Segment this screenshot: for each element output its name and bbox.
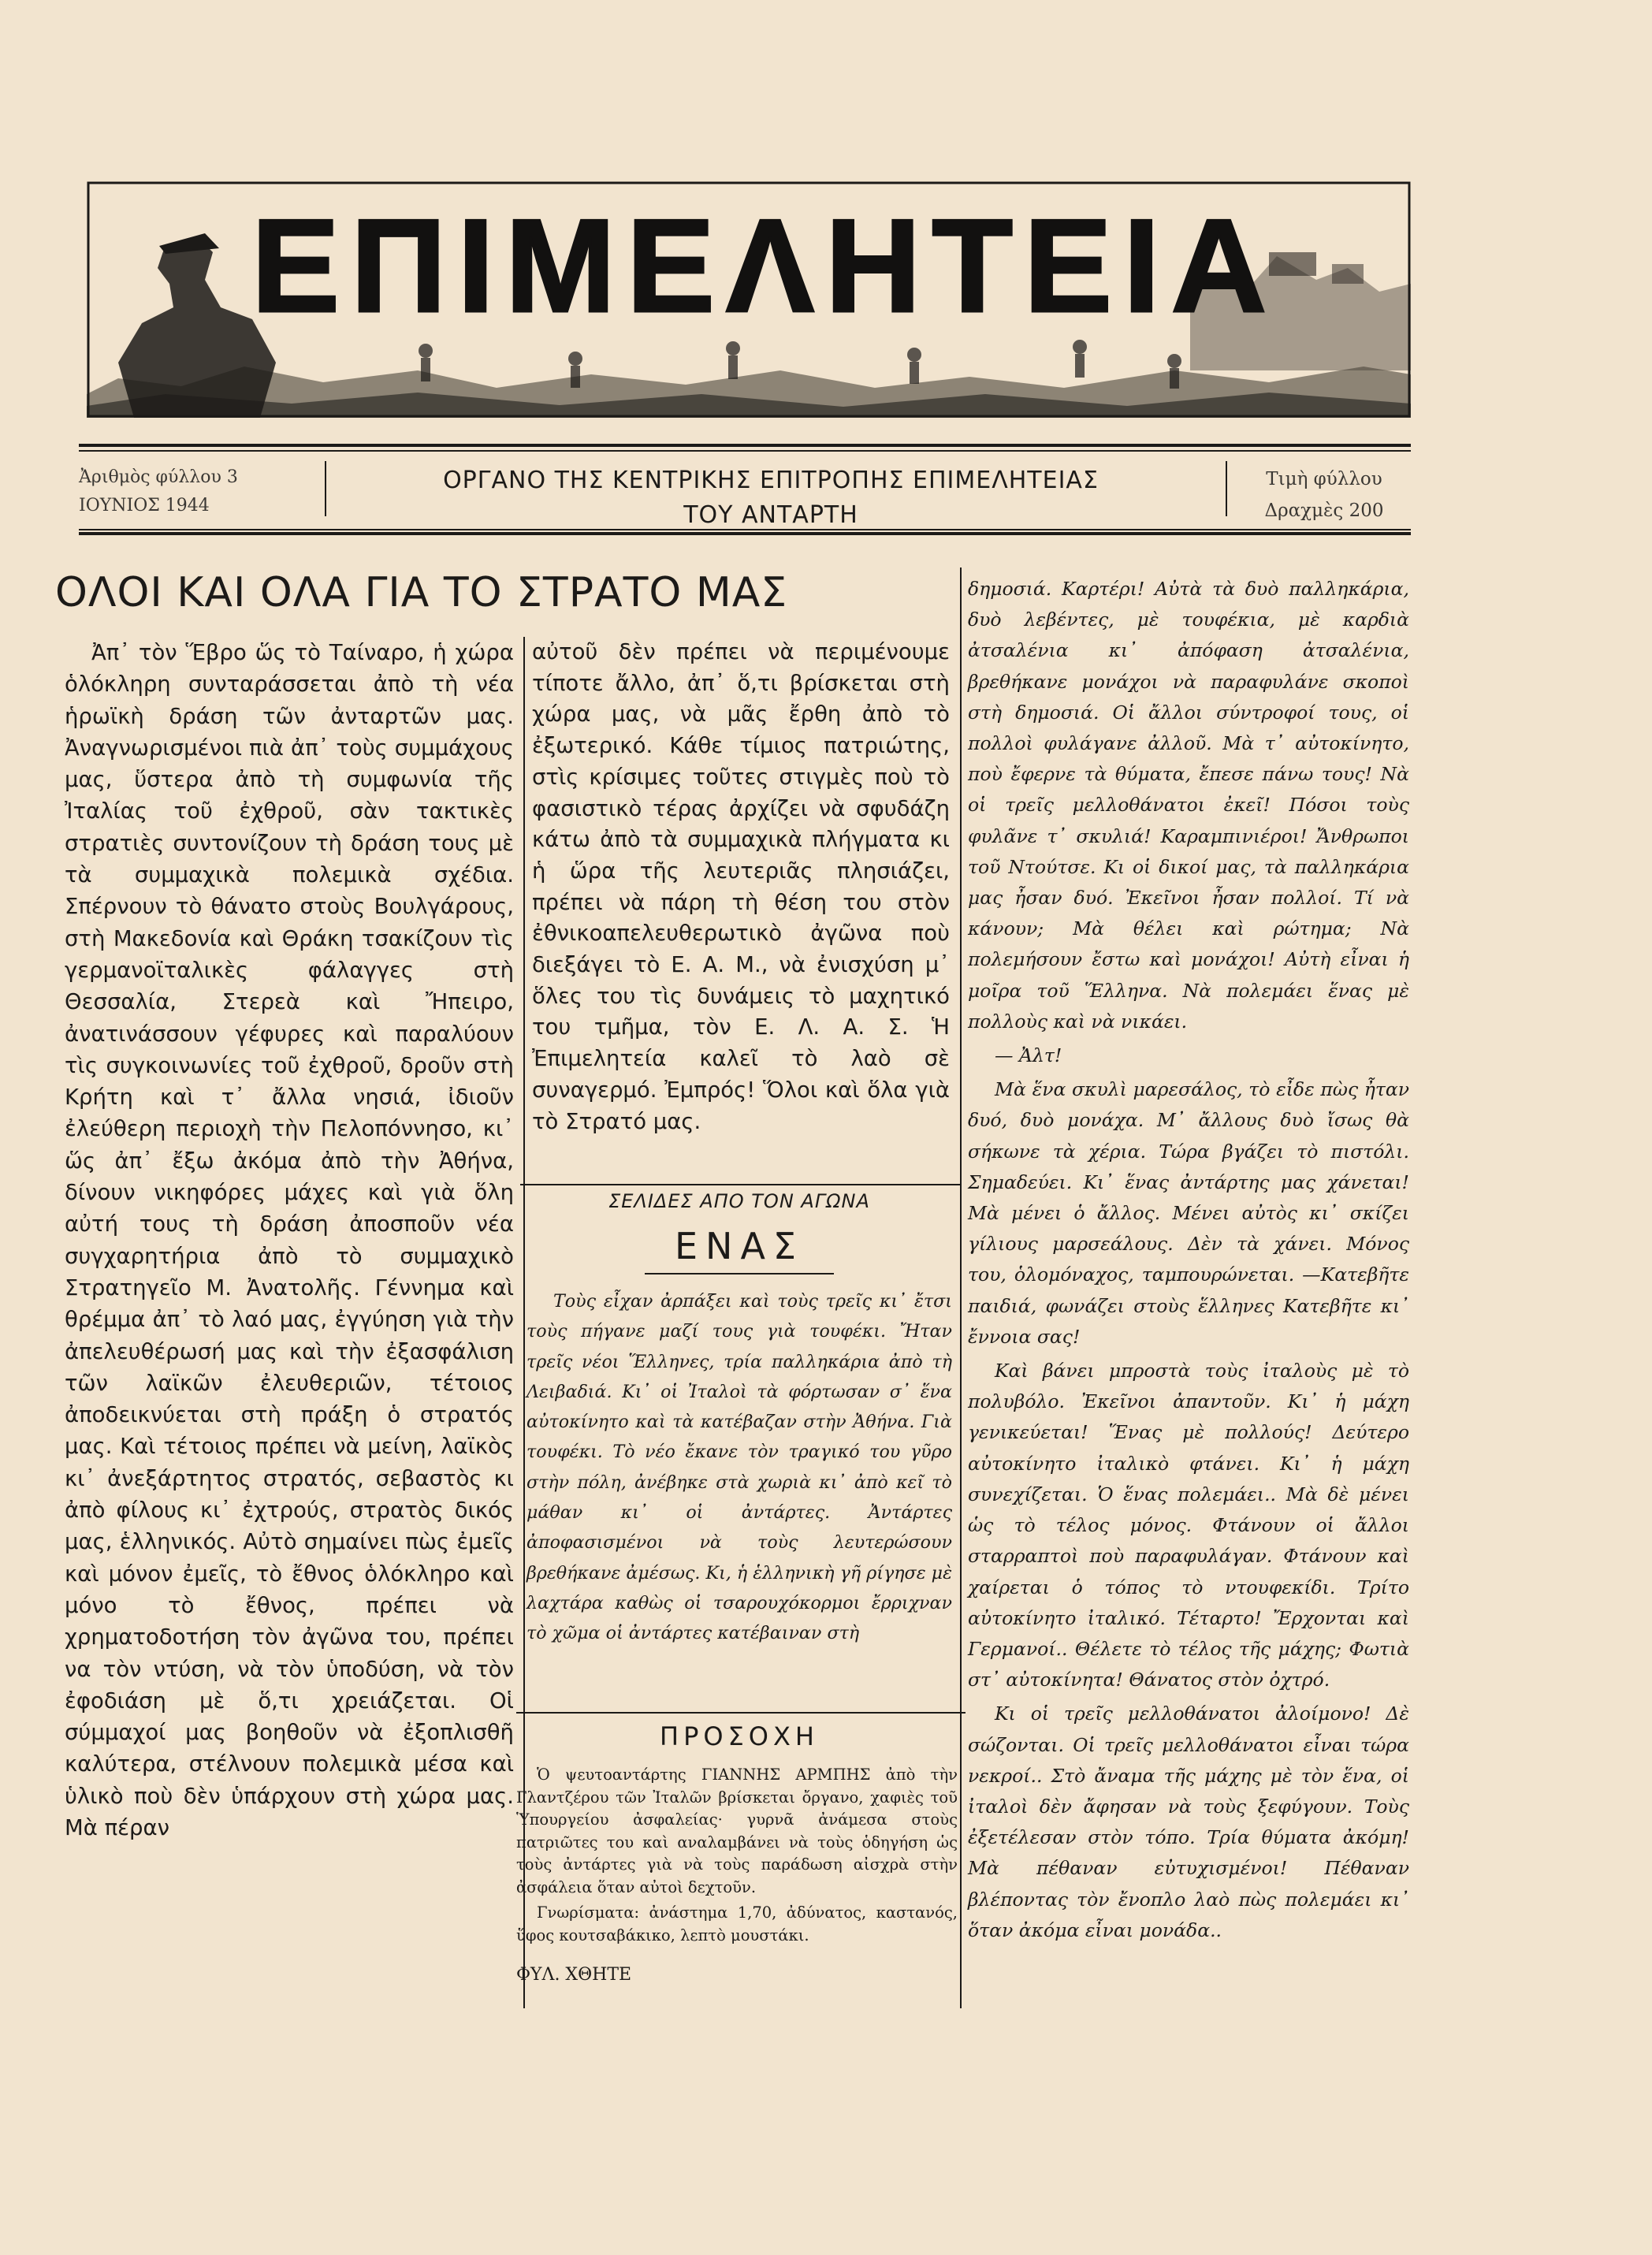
- column-divider: [960, 567, 962, 2008]
- masthead-title: ΕΠΙΜΕΛΗΤΕΙΑ: [251, 192, 1278, 340]
- section-label: ΣΕΛΙΔΕΣ ΑΠΟ ΤΟΝ ΑΓΩΝΑ: [608, 1190, 870, 1212]
- masthead-illustration: [87, 181, 1411, 418]
- main-headline: ΟΛΟΙ ΚΑΙ ΟΛΑ ΓΙΑ ΤΟ ΣΤΡΑΤΟ ΜΑΣ: [55, 569, 788, 616]
- price-value: Δραχμὲς 200: [1264, 500, 1384, 521]
- article-column-1: [65, 637, 514, 1844]
- story-paragraph: Καὶ βάνει μπροστὰ τοὺς ἰταλοὺς μὲ τὸ πολυβόλο. Ἐκεῖνοι ἀπαντοῦν. Κι᾽ ἡ μάχη γενικεύεται! Ἕνας μὲ πολλούς! Δεύτερο αὐτοκίνητο ἰταλικὸ φτάνει. Κι᾽ ἡ μάχη συνεχίζεται. Ὁ ἕνας πολεμάει.. Μὰ δὲ μένει ὡς τὸ τέλος μόνος. Φτάνουν οἱ ἄλλοι σταρραπτοὶ ποὺ παραφυλάγαν. Φτάνουν καὶ χαίρεται ὁ τόπος τὸ ντουφεκίδι. Τρίτο αὐτοκίνητο ἰταλικό. Τέταρτο! Ἔρχονται καὶ Γερμανοί.. Θέλετε τὸ τέλος τῆς μάχης; Φωτιὰ στ᾽ αὐτοκίνητα! Θάνατος στὸν ὀχτρό.: [968, 1360, 1409, 1691]
- publisher-info: [329, 463, 1212, 533]
- publisher-line-1: ΟΡΓΑΝΟ ΤΗΣ ΚΕΝΤΡΙΚΗΣ ΕΠΙΤΡΟΠΗΣ ΕΠΙΜΕΛΗΤΕΙΑΣ: [443, 467, 1099, 494]
- story-paragraph: Κι οἱ τρεῖς μελλοθάνατοι ἀλοίμονο! Δὲ σώζονται. Οἱ τρεῖς μελλοθάνατοι εἶναι τώρα νεκροί.. Στὸ ἄναμα τῆς μάχης μὲ τὸν ἕνα, οἱ ἰταλοὶ δὲν ἄφησαν νὰ τοὺς ξεφύγουν. Τοὺς ἐξετέλεσαν στὸν τόπο. Τρία θύματα ἀκόμη! Μὰ πέθαναν εὐτυχισμένοι! Πέθαναν βλέποντας τὸν ἔνοπλο λαὸ πὼς πολεμάει κι᾽ ὅταν ἀκόμα εἶναι μονάδα..: [968, 1702, 1409, 1941]
- story-paragraph: Τοὺς εἶχαν ἀρπάξει καὶ τοὺς τρεῖς κι᾽ ἔτσι τοὺς πήγανε μαζί τους γιὰ τουφέκι. Ἤταν τρεῖς νέοι Ἕλληνες, τρία παλληκάρια ἀπὸ τὴ Λειβαδιά. Κι᾽ οἱ Ἰταλοὶ τὰ φόρτωσαν σ᾽ ἕνα αὐτοκίνητο καὶ τὰ κατέβαζαν στὴν Ἀθήνα. Γιὰ τουφέκι. Τὸ νέο ἔκανε τὸν τραγικό του γῦρο στὴν πόλη, ἀνέβηκε στὰ χωριὰ κι᾽ ἀπὸ κεῖ τὸ μάθαν κι᾽ οἱ ἀντάρτες. Ἀντάρτες ἀποφασισμένοι νὰ τοὺς λευτερώσουν βρεθήκανε ἀμέσως. Κι, ἡ ἑλληνικὴ γῆ ρίγησε μὲ λαχτάρα καθὼς οἱ τσαρουχόκορμοι ἔρριχναν τὸ χῶμα οἱ ἀντάρτες κατέβαιναν στὴ: [526, 1291, 952, 1644]
- story-paragraph: Μὰ ἕνα σκυλὶ μαρεσάλος, τὸ εἶδε πὼς ἦταν δυό, δυὸ μονάχα. Μ᾽ ἄλλους δυὸ ἴσως θὰ σήκωνε τὰ χέρια. Τώρα βγάζει τὸ πιστόλι. Σημαδεύει. Κι᾽ ἕνας ἀντάρτης μας χάνεται! Μὰ μένει ὁ ἄλλος. Μένει αὐτὸς κι᾽ σκίζει γίλιους μαρσεάλους. Δὲν τὰ χάνει. Μόνος του, ὁλομόναχος, ταμπουρώνεται. —Κατεβῆτε παιδιά, φωνάζει στοὺς ἕλληνες Κατεβῆτε κι᾽ ἔννοια σας!: [968, 1078, 1409, 1348]
- story-paragraph: δημοσιά. Καρτέρι! Αὐτὰ τὰ δυὸ παλληκάρια, δυὸ λεβέντες, μὲ τουφέκια, μὲ καρδιὰ ἀτσαλένια κι᾽ ἀπόφαση ἀτσαλένια, βρεθήκανε μονάχοι νὰ παραφυλάνε σκοποὶ στὴ δημοσιά. Οἱ ἄλλοι σύντροφοί τους, οἱ πολλοὶ φυλάγανε ἀλλοῦ. Μὰ τ᾽ αὐτοκίνητο, ποὺ ἔφερνε τὰ θύματα, ἔπεσε πάνω τους! Νὰ οἱ τρεῖς μελλοθάνατοι ἐκεῖ! Πόσοι τοὺς φυλᾶνε τ᾽ σκυλιά! Καραμπινιέροι! Ἄνθρωποι τοῦ Ντούτσε. Κι οἱ δικοί μας, τὰ παλληκάρια μας ἦσαν δυό. Ἐκεῖνοι ἦσαν πολλοί. Τί νὰ κάνουν; Μὰ θέλει καὶ ρώτημα; Νὰ πολεμήσουν ἔστω καὶ μονάχοι! Αὐτὴ εἶναι ἡ μοῖρα τοῦ Ἕλληνα. Νὰ πολεμάει ἕνας μὲ πολλοὺς καὶ νὰ νικάει.: [968, 578, 1409, 1033]
- price-info: [1237, 463, 1411, 527]
- article-column-2: [532, 637, 950, 1137]
- info-bar: [79, 444, 1411, 538]
- notice-paragraph: Γνωρίσματα: ἀνάστημα 1,70, ἀδύνατος, καστανός, ὕφος κουτσαβάκικο, λεπτὸ μουστάκι.: [516, 1903, 958, 1944]
- story-column-3: [968, 574, 1409, 1946]
- story-title: ΕΝΑΣ: [674, 1225, 804, 1267]
- notice-divider: [516, 1712, 966, 1714]
- notice-title: ΠΡΟΣΟΧΗ: [660, 1721, 819, 1751]
- article-paragraph: Ἀπ᾽ τὸν Ἕβρο ὥς τὸ Ταίναρο, ἡ χώρα ὁλόκληρη συνταράσσεται ἀπὸ τὴ νέα ἡρωϊκὴ δράση τῶν ἀνταρτῶν μας. Ἀναγνωρισμένοι πιὰ ἀπ᾽ τοὺς συμμάχους μας, ὕστερα ἀπὸ τὴ συμφωνία τῆς Ἰταλίας τοῦ ἐχθροῦ, σὰν τακτικὲς στρατιὲς συντονίζουν τὴ δράση τους μὲ τὰ συμμαχικὰ πολεμικὰ σχέδια. Σπέρνουν τὸ θάνατο στοὺς Βουλγάρους, στὴ Μακεδονία καὶ Θράκη τσακίζουν τὶς γερμανοϊταλικὲς φάλαγγες στὴ Θεσσαλία, Στερεὰ καὶ Ἤπειρο, ἀνατινάσσουν γέφυρες καὶ παραλύουν τὶς συγκοινωνίες τοῦ ἐχθροῦ, δροῦν στὴ Κρήτη καὶ τ᾽ ἄλλα νησιά, ἰδιοῦν ἐλεύθερη περιοχὴ τὴν Πελοπόννησο, κι᾽ ὥς ἀπ᾽ ἔξω ἀκόμα ἀπὸ τὴν Ἀθήνα, δίνουν νικηφόρες μάχες καὶ γιὰ ὅλη αὐτή τους τὴ δράση ἀποσποῦν νέα συγχαρητήρια ἀπὸ τὸ συμμαχικὸ Στρατηγεῖο Μ. Ἀνατολῆς. Γέννημα καὶ θρέμμα ἀπ᾽ τὸ λαό μας, ἐγγύηση γιὰ τὴν ἀπελευθέρωσή μας καὶ τὴν ἐξασφάλιση τῶν λαϊκῶν ἐλευθεριῶν, τέτοιος ἀποδεικνύεται στὴ πράξη ὁ στρατός μας. Καὶ τέτοιος πρέπει νὰ μείνη, λαϊκὸς κι᾽ ἀνεξάρτητος στρατός, σεβαστὸς κι ἀπὸ φίλους κι᾽ ἐχτρούς, στρατὸς δικός μας, ἑλληνικός. Αὐτὸ σημαίνει πὼς ἐμεῖς καὶ μόνον ἐμεῖς, τὸ ἔθνος ὁλόκληρο καὶ μόνο τὸ ἔθνος, πρέπει νὰ χρηματοδοτήση τὸν ἀγῶνα του, πρέπει να τὸν ντύση, νὰ τὸν ὑποδύση, νὰ τὸν ἐφοδιάση μὲ ὅ,τι χρειάζεται. Οἱ σύμμαχοί μας βοηθοῦν νὰ ἐξοπλισθῆ καλύτερα, στέλνουν πολεμικὰ μέσα καὶ ὑλικὸ ποὺ δὲν ὑπάρχουν στὴ χώρα μας. Μὰ πέραν: [65, 640, 514, 1840]
- issue-info: [79, 463, 323, 520]
- notice-signature: ΦΥΛ. ΧΘΗΤΕ: [516, 1965, 632, 1985]
- notice-body: [516, 1764, 958, 1947]
- story-paragraph: — Ἀλτ!: [995, 1044, 1062, 1067]
- publisher-line-2: ΤΟΥ ΑΝΤΑΡΤΗ: [683, 501, 858, 529]
- issue-number: Ἀριθμὸς φύλλου 3: [79, 467, 238, 487]
- masthead-banner: [87, 181, 1411, 418]
- section-divider: [520, 1184, 962, 1185]
- price-label: Τιμὴ φύλλου: [1266, 469, 1382, 489]
- article-paragraph: αὐτοῦ δὲν πρέπει νὰ περιμένουμε τίποτε ἄλλο, ἀπ᾽ ὅ,τι βρίσκεται στὴ χώρα μας, νὰ μᾶς ἔρθη ἀπὸ τὸ ἐξωτερικό. Κάθε τίμιος πατριώτης, στὶς κρίσιμες τοῦτες στιγμὲς ποὺ τὸ φασιστικὸ τέρας ἀρχίζει νὰ σφυδάζη κάτω ἀπὸ τὰ συμμαχικὰ πλήγματα κι ἡ ὥρα τῆς λευτεριᾶς πλησιάζει, πρέπει νὰ πάρη τὴ θέση του στὸν ἐθνικοαπελευθερωτικὸ ἀγῶνα ποὺ διεξάγει τὸ Ε. Α. Μ., νὰ ἐνισχύση μ᾽ ὅλες του τὶς δυνάμεις τὸ μαχητικό του τμῆμα, τὸν Ε. Λ. Α. Σ. Ἡ Ἐπιμελητεία καλεῖ τὸ λαὸ σὲ συναγερμό. Ἐμπρός! Ὅλοι καὶ ὅλα γιὰ τὸ Στρατό μας.: [532, 639, 950, 1134]
- story-column-2: [526, 1286, 952, 1649]
- notice-paragraph: Ὁ ψευτοαντάρτης ΓΙΑΝΝΗΣ ΑΡΜΠΗΣ ἀπὸ τὴν Γλαντζέρου τῶν Ἰταλῶν βρίσκεται ὄργανο, χαφιὲς τοῦ Ὑπουργείου ἀσφαλείας· γυρνᾶ ἀνάμεσα στοὺς πατριῶτες του καὶ αναλαμβάνει νὰ τοὺς ὁδηγήση ὡς τοὺς ἀντάρτες γιὰ νὰ τοὺς παράδωση αἰσχρὰ στὴν ἀσφάλεια ὅταν αὐτοὶ δεχτοῦν.: [516, 1766, 958, 1896]
- issue-date: ΙΟΥΝΙΟΣ 1944: [79, 496, 210, 515]
- story-title-underline: [645, 1273, 834, 1274]
